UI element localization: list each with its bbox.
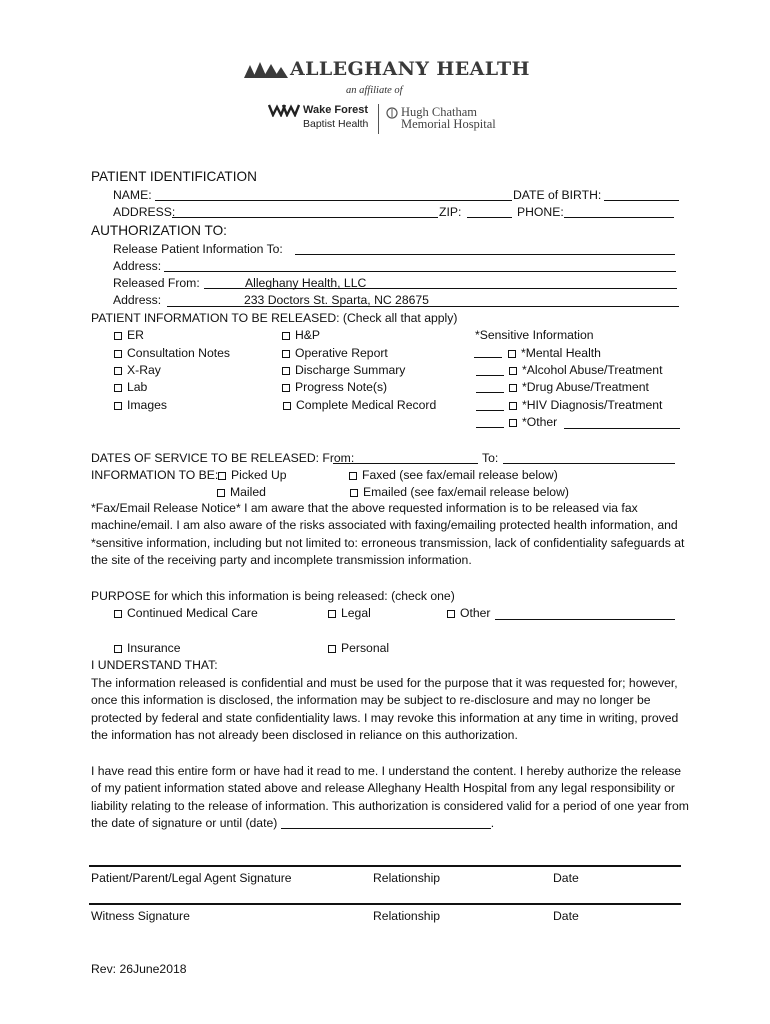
name-label: NAME: (113, 188, 152, 202)
release-to-field[interactable] (295, 254, 675, 255)
info-item-images[interactable]: Images (114, 398, 167, 413)
purpose-legal[interactable]: Legal (328, 606, 371, 621)
checkbox-consultation[interactable] (114, 350, 122, 358)
info-item-hp[interactable]: H&P (282, 328, 320, 343)
info-item-operative[interactable]: Operative Report (282, 346, 388, 361)
checkbox-picked-up[interactable] (218, 472, 226, 480)
partner2-line1: Hugh Chatham (401, 105, 478, 119)
checkbox-xray[interactable] (114, 367, 122, 375)
wake-forest-logo-icon (268, 103, 300, 117)
dob-field[interactable] (604, 200, 679, 201)
address-label: ADDRESS: (113, 205, 176, 219)
sensitive-initial-alcohol[interactable] (476, 375, 504, 376)
checkbox-complete[interactable] (283, 402, 291, 410)
info-item-er[interactable]: ER (114, 328, 144, 343)
sensitive-item-hiv[interactable]: *HIV Diagnosis/Treatment (509, 398, 662, 413)
checkbox-personal[interactable] (328, 645, 336, 653)
checkbox-images[interactable] (114, 402, 122, 410)
auth-address2-label: Address: (113, 293, 162, 307)
checkbox-er[interactable] (114, 332, 122, 340)
info-heading: PATIENT INFORMATION TO BE RELEASED: (Check all that apply) (91, 311, 458, 325)
info-item-lab[interactable]: Lab (114, 380, 147, 395)
info-item-xray[interactable]: X-Ray (114, 363, 161, 378)
checkbox-mailed[interactable] (217, 489, 225, 497)
dob-label: DATE of BIRTH: (513, 188, 602, 202)
info-item-complete[interactable]: Complete Medical Record (283, 398, 436, 413)
dates-label: DATES OF SERVICE TO BE RELEASED: From: (91, 451, 355, 465)
zip-label: ZIP: (439, 205, 462, 219)
delivery-emailed[interactable]: Emailed (see fax/email release below) (350, 485, 569, 500)
affiliate-text: an affiliate of (346, 85, 403, 96)
checkbox-emailed[interactable] (350, 489, 358, 497)
date1-label: Date (553, 871, 579, 885)
dates-to-label: To: (482, 451, 499, 465)
info-item-discharge[interactable]: Discharge Summary (282, 363, 405, 378)
delivery-mailed[interactable]: Mailed (217, 485, 266, 500)
understand-heading: I UNDERSTAND THAT: (91, 658, 218, 672)
auth-address-field[interactable] (164, 271, 676, 272)
logo-divider (378, 104, 379, 134)
phone-label: PHONE: (517, 205, 564, 219)
info-item-progress[interactable]: Progress Note(s) (282, 380, 387, 395)
auth-address-label: Address: (113, 259, 162, 273)
patient-signature-line[interactable] (89, 865, 681, 867)
consent-text: I have read this entire form or have had it read to me. I understand the content. I hereby authorize the release of my patient information stated above and release Alleghany Health Hospital from any legal responsibility or liability relating to the release of information. This authorization is considered valid for a period of one year from the date of signature or until (date) . (91, 764, 689, 831)
release-to-label: Release Patient Information To: (113, 242, 283, 256)
relationship1-label: Relationship (373, 871, 441, 885)
patient-signature-label: Patient/Parent/Legal Agent Signature (91, 871, 292, 885)
sensitive-heading: *Sensitive Information (475, 328, 594, 342)
delivery-picked-up[interactable]: Picked Up (218, 468, 287, 483)
sensitive-initial-drug[interactable] (476, 392, 504, 393)
partner1-line2: Baptist Health (303, 118, 369, 130)
checkbox-progress[interactable] (282, 384, 290, 392)
sensitive-initial-mental[interactable] (474, 357, 502, 358)
partner1-line1: Wake Forest (303, 104, 369, 116)
checkbox-operative[interactable] (282, 350, 290, 358)
checkbox-drug[interactable] (509, 384, 517, 392)
fax-email-notice: *Fax/Email Release Notice* I am aware that the above requested information is to be released via fax machine/email. I am also aware of the risks associated with faxing/emailing protected health information, and *sensitive information, including but not limited to: erroneous transmission, lack of confidentiality safeguards at the site of the receiving party and incomplete transmission information. (91, 501, 685, 568)
checkbox-alcohol[interactable] (509, 367, 517, 375)
checkbox-legal[interactable] (328, 610, 336, 618)
sensitive-item-other[interactable]: *Other (509, 415, 557, 430)
phone-field[interactable] (564, 217, 674, 218)
zip-field[interactable] (467, 217, 512, 218)
witness-signature-line[interactable] (89, 903, 681, 905)
purpose-insurance[interactable]: Insurance (114, 641, 181, 656)
sensitive-other-field[interactable] (564, 428, 680, 429)
released-from-value: Alleghany Health, LLC (245, 276, 367, 290)
understand-text: The information released is confidential and must be used for the purpose that it was requested for; however, once this information is disclosed, the information may be subject to re-disclosure and may no longer be protected by federal and state confidentiality laws. I may revoke this information at any time in writing, proved the information has not already been disclosed in reliance on this authorization. (91, 676, 679, 743)
sensitive-item-drug[interactable]: *Drug Abuse/Treatment (509, 380, 649, 395)
checkbox-hp[interactable] (282, 332, 290, 340)
brand-name: ALLEGHANY HEALTH (290, 58, 530, 80)
relationship2-label: Relationship (373, 909, 441, 923)
sensitive-initial-hiv[interactable] (476, 410, 504, 411)
hugh-chatham-logo-icon (386, 106, 398, 120)
alleghany-logo-icon (244, 62, 288, 78)
witness-signature-label: Witness Signature (91, 909, 190, 923)
auth-address2-value: 233 Doctors St. Sparta, NC 28675 (244, 293, 429, 307)
info-item-consultation[interactable]: Consultation Notes (114, 346, 230, 361)
name-field[interactable] (155, 200, 512, 201)
address-field[interactable] (172, 217, 438, 218)
dates-from-field[interactable] (333, 463, 478, 464)
purpose-heading: PURPOSE for which this information is being released: (check one) (91, 589, 455, 603)
checkbox-faxed[interactable] (349, 472, 357, 480)
checkbox-lab[interactable] (114, 384, 122, 392)
released-from-label: Released From: (113, 276, 200, 290)
purpose-other[interactable]: Other (447, 606, 490, 621)
checkbox-continued-care[interactable] (114, 610, 122, 618)
checkbox-sensitive-other[interactable] (509, 419, 517, 427)
checkbox-mental[interactable] (508, 350, 516, 358)
consent-date-field[interactable] (281, 817, 491, 829)
checkbox-purpose-other[interactable] (447, 610, 455, 618)
purpose-personal[interactable]: Personal (328, 641, 389, 656)
purpose-continued-care[interactable]: Continued Medical Care (114, 606, 258, 621)
authorization-heading: AUTHORIZATION TO: (91, 223, 227, 238)
sensitive-item-mental[interactable]: *Mental Health (508, 346, 601, 361)
checkbox-discharge[interactable] (282, 367, 290, 375)
checkbox-hiv[interactable] (509, 402, 517, 410)
revision-text: Rev: 26June2018 (91, 962, 187, 976)
partner2-line2: Memorial Hospital (401, 117, 496, 131)
sensitive-initial-other[interactable] (476, 427, 504, 428)
sensitive-item-alcohol[interactable]: *Alcohol Abuse/Treatment (509, 363, 662, 378)
date2-label: Date (553, 909, 579, 923)
dates-to-field[interactable] (503, 463, 675, 464)
purpose-other-field[interactable] (495, 619, 675, 620)
checkbox-insurance[interactable] (114, 645, 122, 653)
delivery-label: INFORMATION TO BE: (91, 468, 219, 482)
delivery-faxed[interactable]: Faxed (see fax/email release below) (349, 468, 558, 483)
patient-identification-heading: PATIENT IDENTIFICATION (91, 169, 257, 184)
